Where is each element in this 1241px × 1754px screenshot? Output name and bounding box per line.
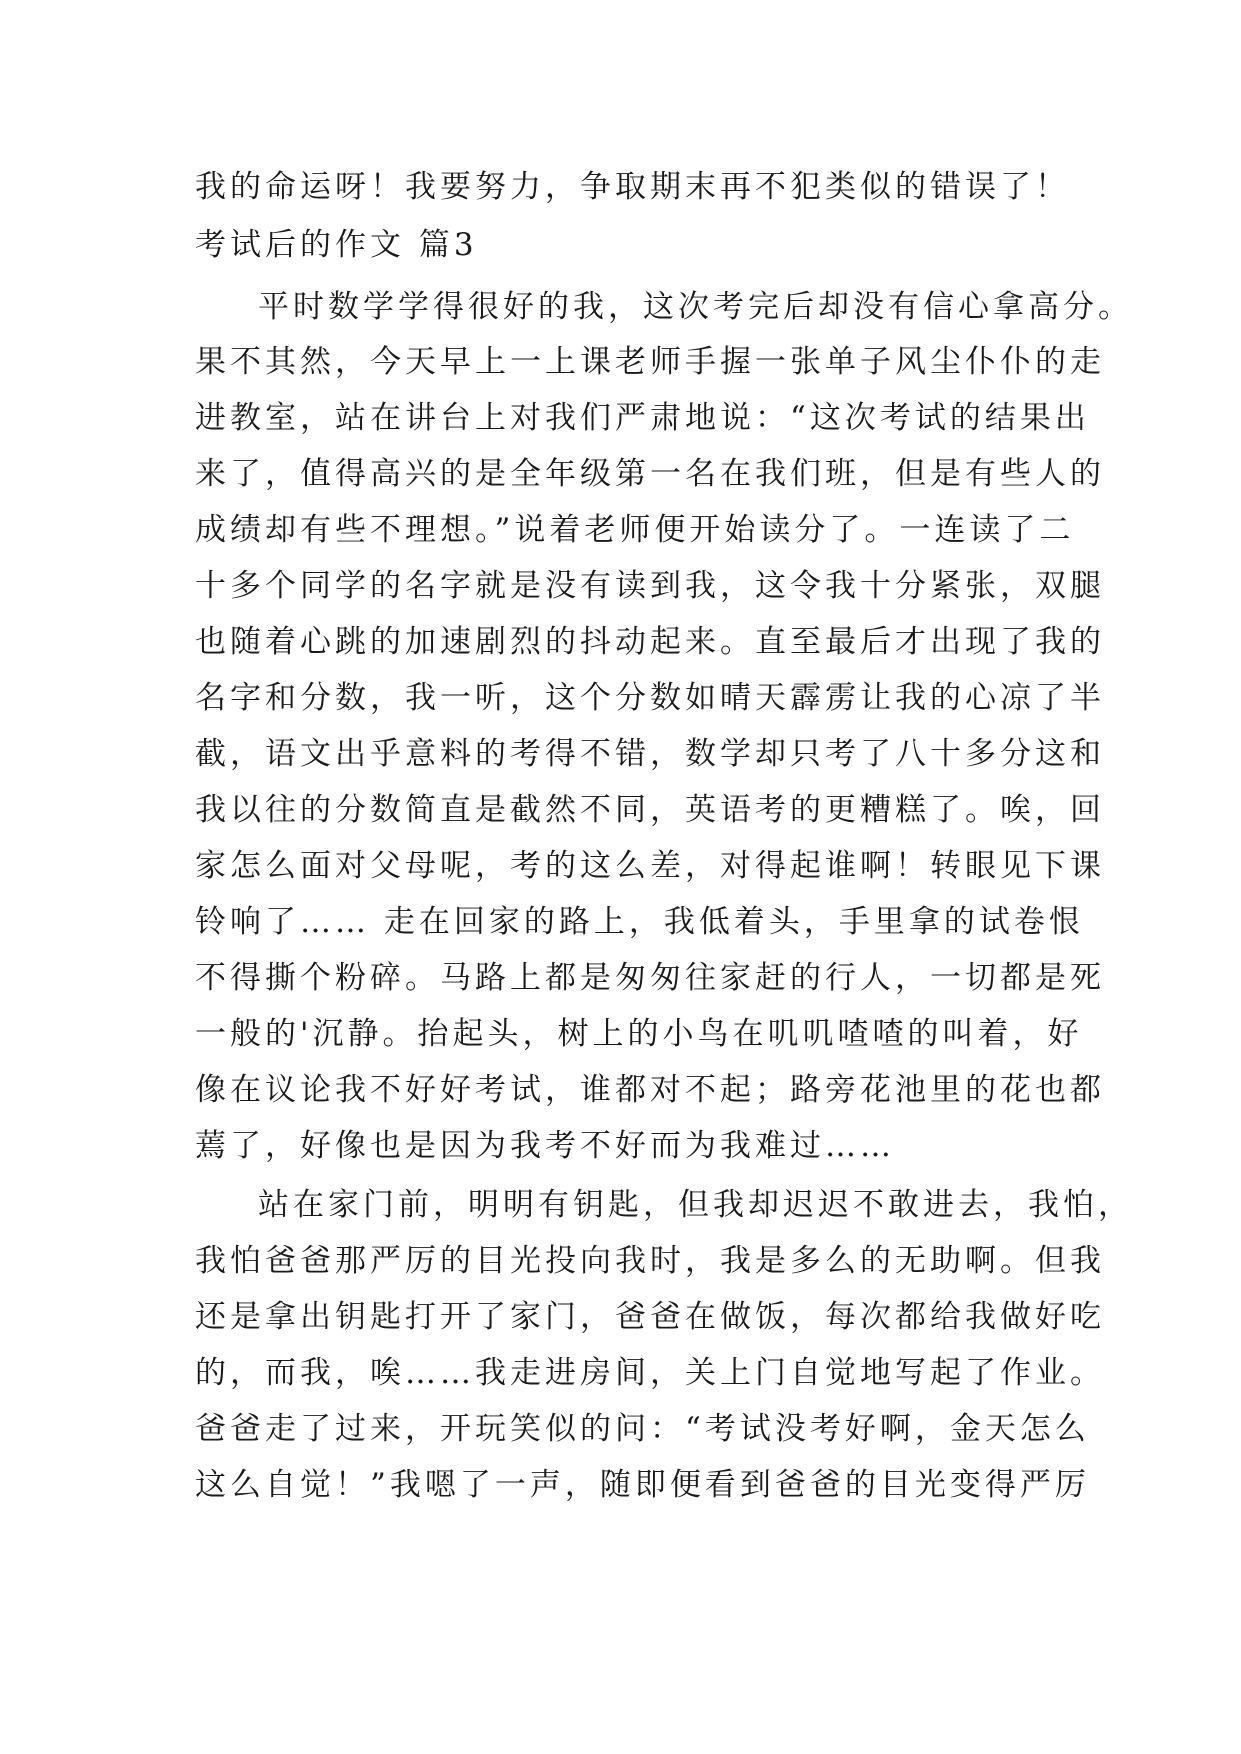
text-line: 我怕爸爸那严厉的目光投向我时，我是多么的无助啊。但我 bbox=[195, 1243, 1105, 1279]
text-line: 一般的'沉静。抬起头，树上的小鸟在叽叽喳喳的叫着，好 bbox=[195, 1016, 1083, 1052]
text-line: 家怎么面对父母呢，考的这么差，对得起谁啊！转眼见下课 bbox=[195, 848, 1105, 884]
text-line: 进教室，站在讲台上对我们严肃地说：“这次考试的结果出 bbox=[195, 400, 1090, 436]
text-line: 不得撕个粉碎。马路上都是匆匆往家赶的行人，一切都是死 bbox=[195, 960, 1105, 996]
text-line: 也随着心跳的加速剧烈的抖动起来。直至最后才出现了我的 bbox=[195, 624, 1105, 660]
text-line: 十多个同学的名字就是没有读到我，这令我十分紧张，双腿 bbox=[195, 568, 1105, 604]
text-line: 蔫了，好像也是因为我考不好而为我难过…… bbox=[195, 1128, 895, 1164]
text-line: 截，语文出乎意料的考得不错，数学却只考了八十多分这和 bbox=[195, 736, 1105, 772]
text-line: 像在议论我不好好考试，谁都对不起；路旁花池里的花也都 bbox=[195, 1072, 1105, 1108]
text-line: 名字和分数，我一听，这个分数如晴天霹雳让我的心凉了半 bbox=[195, 680, 1105, 716]
text-line: 还是拿出钥匙打开了家门，爸爸在做饭，每次都给我做好吃 bbox=[195, 1299, 1105, 1335]
text-line: 我以往的分数简直是截然不同，英语考的更糟糕了。唉，回 bbox=[195, 792, 1105, 828]
text-line: 成绩却有些不理想。”说着老师便开始读分了。一连读了二 bbox=[195, 512, 1075, 548]
text-line: 这么自觉！”我嗯了一声，随即便看到爸爸的目光变得严厉 bbox=[195, 1467, 1090, 1503]
text-line: 来了，值得高兴的是全年级第一名在我们班，但是有些人的 bbox=[195, 456, 1105, 492]
section-heading: 考试后的作文 篇3 bbox=[195, 227, 478, 263]
text-line: 果不其然，今天早上一上课老师手握一张单子风尘仆仆的走 bbox=[195, 344, 1105, 380]
text-line: 的，而我，唉……我走进房间，关上门自觉地写起了作业。 bbox=[195, 1355, 1105, 1391]
paragraph-first-line: 平时数学学得很好的我，这次考完后却没有信心拿高分。 bbox=[258, 289, 1133, 325]
text-line: 爸爸走了过来，开玩笑似的问：“考试没考好啊，金天怎么 bbox=[195, 1411, 1090, 1447]
text-line: 铃响了…… 走在回家的路上，我低着头，手里拿的试卷恨 bbox=[195, 904, 1084, 940]
text-line: 我的命运呀！我要努力，争取期末再不犯类似的错误了！ bbox=[195, 169, 1070, 205]
paragraph-first-line: 站在家门前，明明有钥匙，但我却迟迟不敢进去，我怕， bbox=[258, 1187, 1133, 1223]
